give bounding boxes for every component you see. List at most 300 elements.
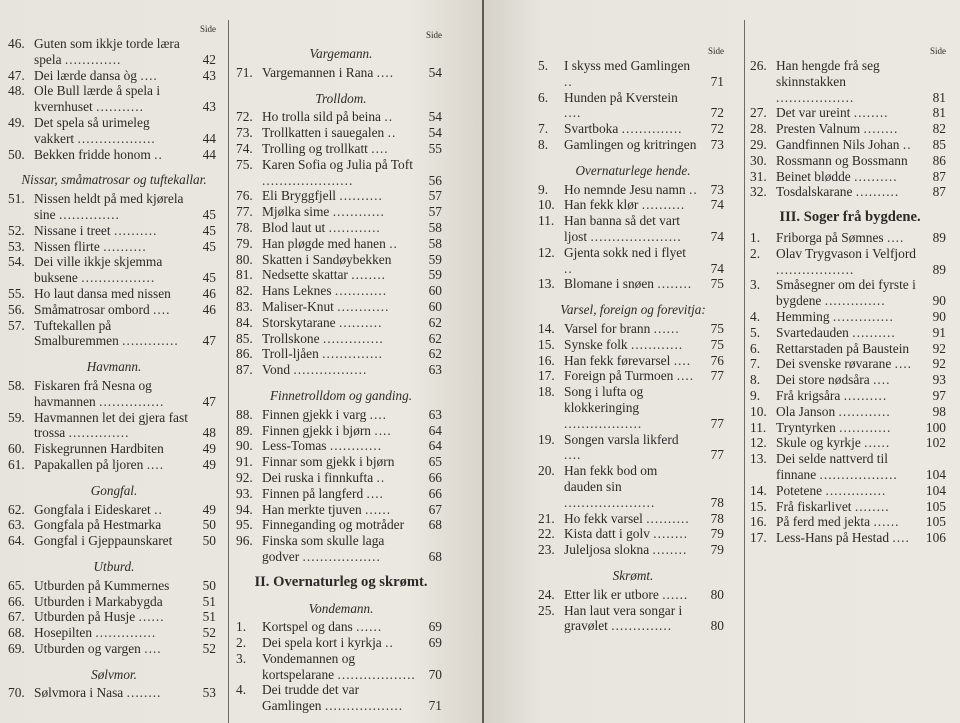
entry-number: 75.: [236, 156, 253, 172]
toc-entry[interactable]: [236, 315, 446, 331]
entry-page-number: 106: [925, 530, 946, 546]
entry-page-number: 77: [710, 368, 724, 384]
toc-section: [538, 163, 728, 292]
entry-page-number: 77: [710, 415, 724, 431]
entry-title: Vondemannen og kortspelarane: [262, 650, 356, 682]
dot-leader: ............: [630, 336, 684, 352]
dot-leader: ...........: [96, 99, 144, 115]
dot-leader: ..............: [824, 293, 886, 309]
entry-page-number: 90: [932, 293, 946, 309]
entry-number: 2.: [750, 245, 761, 261]
toc-entry[interactable]: [750, 121, 950, 137]
toc-entry[interactable]: [236, 438, 446, 454]
entry-title: Det spela så urimeleg vakkert: [34, 114, 150, 146]
dot-leader: ..............: [611, 618, 673, 634]
toc-entry[interactable]: [8, 254, 220, 286]
entry-title: Eli Bryggfjell: [262, 188, 337, 204]
entry-page-number: 77: [710, 447, 724, 463]
toc-entry[interactable]: [236, 267, 446, 283]
entry-page-number: 71: [428, 698, 442, 714]
entry-title: Han pløgde med hanen: [262, 235, 386, 251]
toc-entry[interactable]: [538, 587, 728, 603]
entry-number: 23.: [538, 542, 555, 558]
toc-entry[interactable]: [750, 277, 950, 309]
toc-entry[interactable]: [236, 517, 446, 533]
entry-title: Gamlingen og kritringen: [564, 136, 697, 152]
entry-number: 18.: [538, 384, 555, 400]
entry-page-number: 47: [202, 333, 216, 349]
entry-page-number: 86: [932, 152, 946, 168]
entry-number: 55.: [8, 285, 25, 301]
dot-leader: ....: [140, 67, 158, 83]
dot-leader: ............: [337, 298, 390, 314]
toc-entry[interactable]: [8, 318, 220, 350]
entry-page-number: 50: [202, 577, 216, 593]
entry-number: 48.: [8, 83, 25, 99]
entry-title: Trolling og trollkatt: [262, 140, 368, 156]
entry-title: Gongfala i Eideskaret: [34, 501, 151, 517]
toc-entry[interactable]: [538, 353, 728, 369]
entry-title: Dei lærde dansa òg: [34, 67, 138, 83]
dot-leader: ....: [873, 372, 891, 388]
toc-entry[interactable]: [8, 641, 220, 657]
entry-number: 49.: [8, 114, 25, 130]
entry-title: Rossmann og Bossmann: [776, 152, 908, 168]
entry-title: Han hengde frå seg skinnstakken: [776, 58, 880, 89]
entry-page-number: 54: [428, 64, 442, 80]
toc-entry[interactable]: [750, 105, 950, 121]
entry-number: 73.: [236, 125, 253, 141]
entry-title: Troll-ljåen: [262, 346, 319, 362]
entry-title: Skule og kyrkje: [776, 435, 861, 451]
entry-title: Dei ruska i finnkufta: [262, 469, 374, 485]
entry-title: Synske folk: [564, 336, 628, 352]
dot-leader: ..: [385, 635, 394, 651]
toc-entry[interactable]: [236, 220, 446, 236]
entry-number: 12.: [538, 244, 555, 260]
entry-page-number: 59: [428, 251, 442, 267]
toc-entry[interactable]: [236, 299, 446, 315]
toc-entry[interactable]: [236, 157, 446, 189]
entry-page-number: 44: [202, 130, 216, 146]
entry-number: 94.: [236, 501, 253, 517]
entry-page-number: 90: [932, 308, 946, 324]
toc-entry[interactable]: [8, 578, 220, 594]
toc-entry[interactable]: [8, 147, 220, 163]
entry-title: Det var ureint: [776, 105, 851, 121]
part-title: II. Overnaturleg og skrømt.: [254, 573, 428, 590]
entry-number: 4.: [750, 308, 761, 324]
entry-title: Finska som skulle laga godver: [262, 533, 385, 564]
toc-entry[interactable]: [538, 276, 728, 292]
entry-title: Dei ville ikkje skjemma buksene: [34, 254, 163, 286]
entry-page-number: 47: [202, 393, 216, 409]
entry-number: 60.: [8, 441, 25, 457]
entry-number: 78.: [236, 219, 253, 235]
toc-entry[interactable]: [538, 368, 728, 384]
toc-entry[interactable]: [750, 483, 950, 499]
toc-entry[interactable]: [236, 252, 446, 268]
entry-page-number: 62: [428, 346, 442, 362]
toc-entry[interactable]: [8, 410, 220, 442]
entry-number: 69.: [8, 640, 25, 656]
toc-entry[interactable]: [538, 121, 728, 137]
dot-leader: ....: [894, 356, 913, 372]
entry-title: Han fekk førevarsel: [564, 352, 671, 368]
entry-number: 10.: [538, 197, 555, 213]
dot-leader: .................: [81, 270, 156, 286]
toc-entry[interactable]: [750, 499, 950, 515]
toc-entry[interactable]: [8, 68, 220, 84]
entry-title: Utburden og vargen: [34, 640, 141, 656]
entry-number: 57.: [8, 317, 25, 333]
toc-entry[interactable]: [8, 302, 220, 318]
toc-entry[interactable]: [750, 356, 950, 372]
toc-entry[interactable]: [236, 423, 446, 439]
entry-page-number: 69: [428, 619, 442, 635]
dot-leader: .............: [64, 51, 122, 67]
dot-leader: ..............: [68, 425, 130, 441]
toc-entry[interactable]: [750, 184, 950, 200]
toc-entry[interactable]: [8, 36, 220, 68]
dot-leader: ..: [902, 136, 912, 152]
entry-title: Hans Leknes: [262, 283, 332, 299]
dot-leader: ..................: [776, 261, 855, 277]
side-column-header: Side: [199, 24, 216, 34]
entry-title: Frå fiskarlivet: [776, 498, 852, 514]
dot-leader: ..........: [646, 510, 690, 526]
toc-entry[interactable]: [538, 213, 728, 245]
entry-page-number: 102: [925, 435, 946, 451]
toc-entry[interactable]: [8, 223, 220, 239]
entry-title: Tosdalskarane: [776, 184, 853, 200]
dot-leader: ..........: [641, 197, 686, 213]
entry-page-number: 43: [202, 99, 216, 115]
side-column-header: Side: [929, 46, 946, 56]
toc-entry[interactable]: [8, 286, 220, 302]
entry-number: 54.: [8, 254, 25, 270]
toc-entry[interactable]: [8, 441, 220, 457]
dot-leader: ............: [328, 219, 381, 235]
entry-page-number: 75: [710, 336, 724, 352]
entry-number: 13.: [750, 451, 767, 467]
toc-entry[interactable]: [8, 83, 220, 115]
toc-section: [750, 210, 950, 546]
entry-title: Tuftekallen på Smalburemmen: [34, 317, 119, 349]
toc-entry[interactable]: [236, 236, 446, 252]
dot-leader: ............: [334, 283, 388, 299]
entry-number: 65.: [8, 577, 25, 593]
entry-title: Mjølka sime: [262, 204, 330, 220]
toc-section: [8, 483, 220, 549]
entry-title: På ferd med jekta: [776, 514, 871, 530]
toc-section: [8, 359, 220, 473]
toc-entry[interactable]: [538, 384, 728, 431]
entry-page-number: 45: [202, 206, 216, 222]
entry-title: Ola Janson: [776, 403, 836, 419]
toc-entry[interactable]: [538, 511, 728, 527]
entry-page-number: 85: [932, 136, 946, 152]
toc-entry[interactable]: [8, 191, 220, 223]
entry-page-number: 81: [932, 89, 946, 105]
entry-number: 14.: [538, 320, 555, 336]
toc-entry[interactable]: [8, 609, 220, 625]
entry-title: Sølvmora i Nasa: [34, 685, 124, 701]
entry-number: 53.: [8, 238, 25, 254]
entry-number: 90.: [236, 438, 253, 454]
section-heading: Havmann.: [86, 359, 142, 375]
toc-entry[interactable]: [8, 502, 220, 518]
toc-entry[interactable]: [236, 533, 446, 565]
toc-entry[interactable]: [236, 204, 446, 220]
toc-entry[interactable]: [538, 432, 728, 464]
entry-number: 1.: [236, 619, 247, 635]
entry-page-number: 79: [710, 526, 724, 542]
entry-title: Varsel for brann: [564, 320, 651, 336]
toc-entry[interactable]: [750, 420, 950, 436]
entry-page-number: 73: [710, 136, 724, 152]
entry-page-number: 49: [202, 501, 216, 517]
entry-number: 51.: [8, 191, 25, 207]
entry-page-number: 63: [428, 406, 442, 422]
dot-leader: ..............: [832, 308, 894, 324]
toc-entry[interactable]: [236, 362, 446, 378]
toc-entry[interactable]: [8, 239, 220, 255]
toc-entry[interactable]: [538, 90, 728, 122]
toc-entry[interactable]: [538, 337, 728, 353]
entry-number: 56.: [8, 301, 25, 317]
toc-entry[interactable]: [750, 388, 950, 404]
entry-number: 12.: [750, 435, 767, 451]
toc-entry[interactable]: [236, 283, 446, 299]
toc-entry[interactable]: [236, 651, 446, 683]
entry-title: Beinet blødde: [776, 168, 851, 184]
dot-leader: ....: [564, 447, 582, 463]
dot-leader: ....: [892, 530, 910, 546]
entry-title: Presten Valnum: [776, 121, 861, 137]
entry-number: 2.: [236, 635, 247, 651]
entry-number: 72.: [236, 109, 253, 125]
toc-entry[interactable]: [538, 321, 728, 337]
dot-leader: ........: [652, 542, 688, 558]
toc-entry[interactable]: [8, 378, 220, 410]
entry-page-number: 58: [428, 235, 442, 251]
toc-section: [538, 58, 728, 153]
entry-number: 13.: [538, 276, 555, 292]
entry-number: 95.: [236, 517, 253, 533]
entry-page-number: 64: [428, 438, 442, 454]
toc-entry[interactable]: [538, 526, 728, 542]
toc-entry[interactable]: [236, 188, 446, 204]
toc-entry[interactable]: [750, 404, 950, 420]
toc-entry[interactable]: [236, 454, 446, 470]
dot-leader: ..................: [302, 548, 381, 564]
dot-leader: ..: [384, 109, 394, 125]
entry-page-number: 98: [932, 403, 946, 419]
toc-entry[interactable]: [538, 245, 728, 277]
entry-title: I skyss med Gamlingen: [564, 58, 691, 73]
dot-leader: ..: [154, 501, 163, 517]
toc-entry[interactable]: [8, 517, 220, 533]
section-heading: Utburd.: [93, 558, 135, 574]
entry-number: 76.: [236, 188, 253, 204]
entry-title: Papakallen på ljoren: [34, 456, 144, 472]
toc-section: [8, 172, 220, 349]
entry-page-number: 49: [202, 456, 216, 472]
toc-entry[interactable]: [538, 463, 728, 510]
toc-entry[interactable]: [750, 325, 950, 341]
section-heading: Vondemann.: [308, 600, 374, 616]
toc-entry[interactable]: [236, 141, 446, 157]
section-heading: Overnaturlege hende.: [575, 162, 691, 178]
entry-page-number: 105: [925, 498, 946, 514]
dot-leader: ..........: [113, 222, 158, 238]
entry-page-number: 62: [428, 330, 442, 346]
toc-entry[interactable]: [538, 58, 728, 90]
dot-leader: ......: [653, 320, 680, 336]
toc-entry[interactable]: [750, 169, 950, 185]
entry-number: 96.: [236, 533, 253, 549]
toc-entry[interactable]: [750, 341, 950, 357]
entry-title: Dei svenske røvarane: [776, 356, 892, 372]
toc-entry[interactable]: [236, 125, 446, 141]
toc-section: [538, 568, 728, 634]
section-heading: Gongfal.: [90, 482, 138, 498]
toc-entry[interactable]: [750, 246, 950, 278]
toc-entry[interactable]: [750, 58, 950, 105]
toc-entry[interactable]: [236, 635, 446, 651]
entry-number: 6.: [538, 89, 549, 105]
dot-leader: ......: [356, 619, 383, 635]
toc-entry[interactable]: [236, 407, 446, 423]
entry-number: 5.: [538, 58, 549, 73]
toc-entry[interactable]: [236, 346, 446, 362]
toc-entry[interactable]: [8, 625, 220, 641]
toc-entry[interactable]: [750, 530, 950, 546]
entry-number: 71.: [236, 64, 253, 80]
entry-number: 1.: [750, 229, 761, 245]
entry-page-number: 74: [710, 228, 724, 244]
section-heading: Vargemann.: [309, 46, 373, 61]
toc-entry[interactable]: [8, 594, 220, 610]
entry-number: 79.: [236, 235, 253, 251]
entry-page-number: 89: [932, 261, 946, 277]
entry-number: 86.: [236, 346, 253, 362]
toc-entry[interactable]: [750, 372, 950, 388]
entry-title: Rettarstaden på Baustein: [776, 340, 910, 356]
toc-entry[interactable]: [750, 451, 950, 483]
dot-leader: ........: [854, 498, 890, 514]
entry-number: 61.: [8, 456, 25, 472]
toc-entry[interactable]: [8, 457, 220, 473]
entry-number: 67.: [8, 609, 25, 625]
entry-number: 88.: [236, 406, 253, 422]
dot-leader: ...............: [99, 393, 165, 409]
dot-leader: ....: [676, 368, 695, 384]
dot-leader: ........: [853, 105, 889, 121]
toc-entry[interactable]: [236, 470, 446, 486]
entry-page-number: 52: [202, 625, 216, 641]
toc-entry[interactable]: [8, 115, 220, 147]
entry-title: Frå krigsåra: [776, 387, 841, 403]
entry-title: Hemming: [776, 308, 830, 324]
entry-page-number: 92: [932, 356, 946, 372]
toc-entry[interactable]: [236, 502, 446, 518]
entry-title: Fiskaren frå Nesna og havmannen: [34, 377, 152, 409]
toc-entry[interactable]: [750, 514, 950, 530]
entry-title: Finnar som gjekk i bjørn: [262, 454, 395, 470]
entry-title: Ole Bull lærde å spela i kvernhuset: [34, 83, 161, 115]
entry-page-number: 42: [202, 51, 216, 67]
dot-leader: ..........: [339, 188, 383, 204]
section-heading: Sølvmor.: [91, 666, 137, 682]
column-divider: [228, 20, 229, 723]
dot-leader: ..: [564, 73, 573, 89]
entry-number: 9.: [538, 181, 549, 197]
toc-entry[interactable]: [750, 309, 950, 325]
toc-entry[interactable]: [236, 109, 446, 125]
entry-page-number: 71: [710, 73, 724, 89]
toc-section: [8, 36, 220, 162]
entry-number: 21.: [538, 510, 555, 526]
dot-leader: ..................: [819, 466, 898, 482]
entry-page-number: 50: [202, 517, 216, 533]
toc-entry[interactable]: [538, 197, 728, 213]
dot-leader: ....: [371, 140, 389, 156]
entry-title: Ho laut dansa med nissen: [34, 285, 171, 301]
entry-page-number: 70: [428, 666, 442, 682]
entry-number: 89.: [236, 422, 253, 438]
toc-entry[interactable]: [538, 182, 728, 198]
toc-entry[interactable]: [750, 137, 950, 153]
entry-title: Nissane i treet: [34, 222, 111, 238]
entry-title: Han merkte tjuven: [262, 501, 362, 517]
toc-entry[interactable]: [236, 682, 446, 714]
entry-number: 22.: [538, 526, 555, 542]
toc-entry[interactable]: [8, 685, 220, 701]
entry-title: Nissen flirte: [34, 238, 100, 254]
toc-entry[interactable]: [236, 486, 446, 502]
dot-leader: ..........: [855, 184, 900, 200]
toc-section: [538, 302, 728, 558]
entry-title: Finnen gjekk i varg: [262, 406, 367, 422]
toc-entry[interactable]: [750, 153, 950, 169]
toc-entry[interactable]: [8, 533, 220, 549]
dot-leader: ..................: [564, 415, 643, 431]
toc-entry[interactable]: [538, 542, 728, 558]
side-column-header: Side: [425, 30, 442, 40]
toc-entry[interactable]: [750, 435, 950, 451]
entry-title: Maliser-Knut: [262, 298, 334, 314]
dot-leader: ....: [369, 406, 388, 422]
toc-entry[interactable]: [538, 603, 728, 635]
toc-entry[interactable]: [236, 65, 446, 81]
entry-page-number: 104: [925, 466, 946, 482]
entry-title: Finnen gjekk i bjørn: [262, 422, 371, 438]
entry-number: 63.: [8, 517, 25, 533]
toc-entry[interactable]: [236, 619, 446, 635]
dot-leader: ..: [564, 260, 573, 276]
toc-entry[interactable]: [236, 331, 446, 347]
entry-number: 16.: [750, 514, 767, 530]
toc-entry[interactable]: [750, 230, 950, 246]
entry-number: 82.: [236, 283, 253, 299]
entry-title: Finneganding og motråder: [262, 517, 405, 533]
entry-number: 68.: [8, 625, 25, 641]
dot-leader: ........: [126, 685, 162, 701]
toc-entry[interactable]: [538, 137, 728, 153]
dot-leader: ..................: [324, 698, 404, 714]
